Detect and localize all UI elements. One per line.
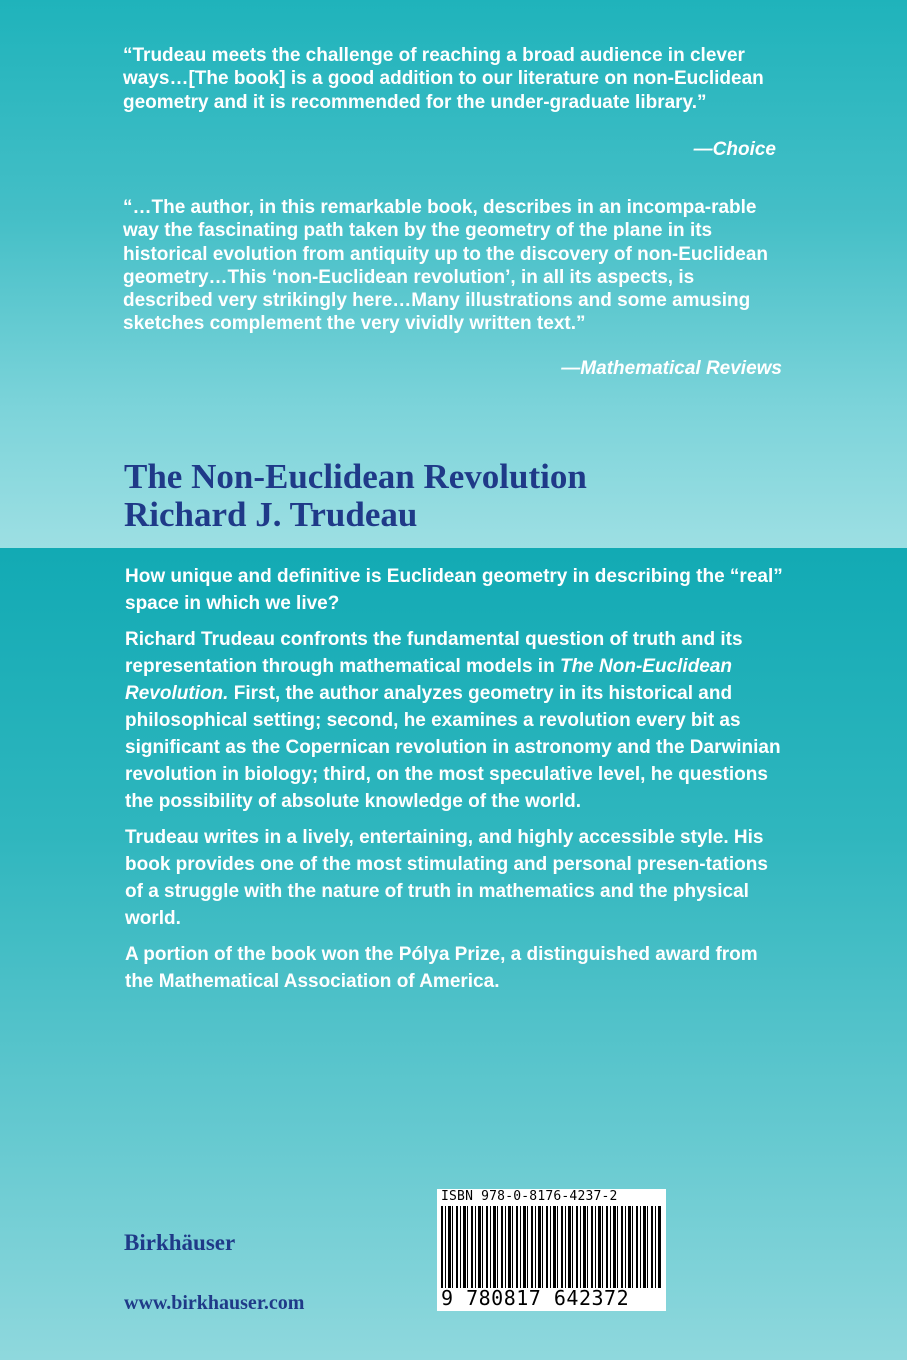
review-attribution-choice: —Choice bbox=[693, 139, 776, 160]
barcode-bars bbox=[441, 1206, 661, 1288]
review-quote-mathematical-reviews: “…The author, in this remarkable book, describes in an incompa-rable way the fascinating path taken by the geometry of the plane in its historical evolution from antiquity up to the discovery of non-Euclidean geometry…This ‘non-Euclidean revolution’, in all its aspects, is described very strikingly here…Many illustrations and some amusing sketches complement the very vividly written text.” bbox=[123, 197, 768, 335]
book-heading bbox=[124, 458, 587, 534]
publisher-name: Birkhäuser bbox=[124, 1230, 236, 1255]
book-author: Richard J. Trudeau bbox=[124, 495, 418, 534]
publisher-url: www.birkhauser.com bbox=[124, 1292, 305, 1314]
description-paragraph-3: Trudeau writes in a lively, entertaining, and highly accessible style. His book provides one of the most stimulating and personal presen-tations of a struggle with the nature of truth in mathematics and the physical world. bbox=[125, 827, 768, 929]
description-paragraph-1: How unique and definitive is Euclidean geometry in describing the “real” space in which we live? bbox=[125, 566, 783, 614]
description-paragraph-2 bbox=[125, 626, 785, 815]
isbn-label: ISBN 978-0-8176-4237-2 bbox=[441, 1189, 618, 1204]
description-paragraph-4: A portion of the book won the Pólya Prize, a distinguished award from the Mathematical Association of America. bbox=[125, 944, 758, 992]
description-p2-end: First, the author analyzes geometry in its historical and philosophical setting; second, he examines a revolution every bit as significant as the Copernican revolution in astronomy and the Darwinian revolution in biology; third, on the most speculative level, he questions the possibility of absolute knowledge of the world. bbox=[125, 683, 781, 812]
book-title: The Non-Euclidean Revolution bbox=[124, 457, 587, 496]
book-description bbox=[125, 563, 785, 1004]
barcode-digits: 9 780817 642372 bbox=[441, 1286, 630, 1310]
isbn-barcode bbox=[437, 1189, 666, 1311]
review-quote-choice: “Trudeau meets the challenge of reaching a broad audience in clever ways…[The book] is a good addition to our literature on non-Euclidean geometry and it is recommended for the under-graduate library.” bbox=[123, 45, 764, 113]
description-p2-start: Richard Trudeau confronts the fundamental question of truth and its representation through mathematical models in bbox=[125, 629, 743, 677]
description-p2-book-title: The Non-Euclidean Revolution. bbox=[125, 656, 733, 704]
review-attribution-mathematical-reviews: —Mathematical Reviews bbox=[561, 358, 782, 379]
